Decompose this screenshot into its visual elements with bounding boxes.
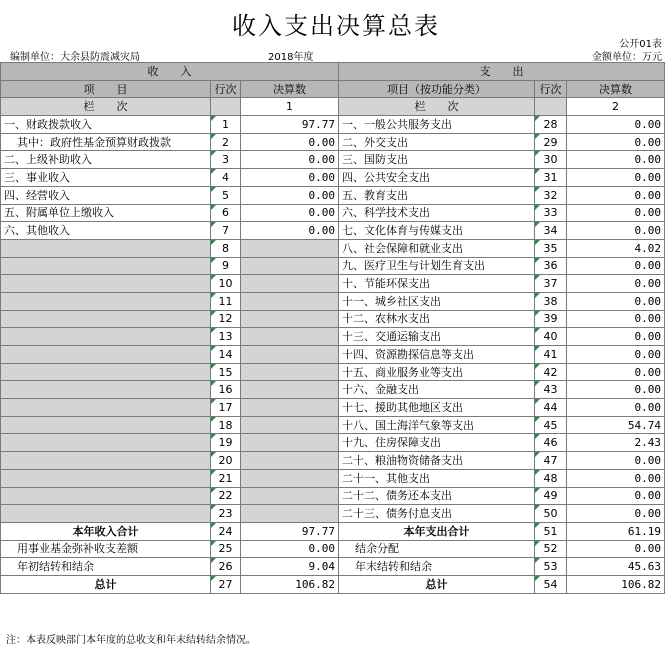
income-summary-amount: 97.77 [241,522,339,540]
table-row [1,292,665,310]
income-item [1,487,211,505]
income-amount: 0.00 [241,222,339,240]
income-amount [241,434,339,452]
expense-item: 十五、商业服务业等支出 [339,363,535,381]
expense-line-number: 46 [535,434,567,452]
expense-line-number: 47 [535,452,567,470]
expense-amount: 54.74 [567,416,665,434]
table-row [1,186,665,204]
income-line-number: 12 [211,310,241,328]
income-line-number: 10 [211,275,241,293]
expense-amount: 0.00 [567,328,665,346]
expense-item: 五、教育支出 [339,186,535,204]
section-header-row [1,63,665,81]
income-amount: 0.00 [241,204,339,222]
table-row [1,505,665,523]
income-amount [241,505,339,523]
income-summary-line-number: 26 [211,558,241,576]
expense-summary-line-number: 53 [535,558,567,576]
income-line-number: 7 [211,222,241,240]
expense-item: 十二、农林水支出 [339,310,535,328]
expense-amount: 2.43 [567,434,665,452]
form-code: 公开01表 [619,39,662,50]
income-item [1,363,211,381]
expense-amount: 0.00 [567,310,665,328]
expense-summary-item: 总计 [339,575,535,593]
income-item [1,469,211,487]
expense-line-number: 34 [535,222,567,240]
income-item [1,257,211,275]
expense-item: 十七、援助其他地区支出 [339,399,535,417]
footnote: 注：本表反映部门本年度的总收支和年末结转结余情况。 [6,635,256,646]
income-amount [241,363,339,381]
income-item [1,239,211,257]
table-row [1,257,665,275]
expense-item: 二十二、债务还本支出 [339,487,535,505]
income-amount-header: 决算数 [241,80,339,98]
income-summary-amount: 0.00 [241,540,339,558]
expense-item: 十八、国土海洋气象等支出 [339,416,535,434]
expense-amount: 0.00 [567,222,665,240]
expense-item: 一、一般公共服务支出 [339,116,535,134]
income-amount [241,328,339,346]
summary-row [1,540,665,558]
income-line-header: 行次 [211,80,241,98]
expense-item: 四、公共安全支出 [339,169,535,187]
expense-amount: 0.00 [567,346,665,364]
expense-amount: 4.02 [567,239,665,257]
expense-summary-item: 结余分配 [339,540,535,558]
income-summary-item: 总计 [1,575,211,593]
income-amount [241,452,339,470]
summary-row [1,575,665,593]
income-summary-item: 年初结转和结余 [1,558,211,576]
expense-amount: 0.00 [567,116,665,134]
expense-line-number: 29 [535,133,567,151]
expense-summary-line-number: 54 [535,575,567,593]
income-amount: 0.00 [241,151,339,169]
income-line-number: 17 [211,399,241,417]
expense-summary-amount: 45.63 [567,558,665,576]
expense-amount: 0.00 [567,204,665,222]
table-row [1,204,665,222]
table-row [1,328,665,346]
income-expense-table [0,62,665,594]
expense-amount: 0.00 [567,399,665,417]
income-line-number: 21 [211,469,241,487]
income-item [1,434,211,452]
expense-summary-line-number: 52 [535,540,567,558]
table-row [1,487,665,505]
expense-amount: 0.00 [567,381,665,399]
expense-amount: 0.00 [567,133,665,151]
income-amount: 0.00 [241,133,339,151]
income-amount [241,275,339,293]
income-amount [241,469,339,487]
income-line-number: 20 [211,452,241,470]
table-row [1,416,665,434]
income-line-number: 13 [211,328,241,346]
table-row [1,381,665,399]
expense-line-number: 28 [535,116,567,134]
year-label: 2018年度 [268,52,314,63]
income-item: 四、经营收入 [1,186,211,204]
expense-amount: 0.00 [567,452,665,470]
income-item: 二、上级补助收入 [1,151,211,169]
income-line-number: 19 [211,434,241,452]
expense-summary-line-number: 51 [535,522,567,540]
table-row [1,239,665,257]
income-amount: 0.00 [241,169,339,187]
income-summary-item: 用事业基金弥补收支差额 [1,540,211,558]
expense-item: 八、社会保障和就业支出 [339,239,535,257]
summary-row [1,558,665,576]
income-amount [241,346,339,364]
expense-line-number: 38 [535,292,567,310]
income-amount [241,487,339,505]
income-line-number: 16 [211,381,241,399]
column-header-row [1,80,665,98]
expense-line-number: 45 [535,416,567,434]
column-index-row [1,98,665,116]
expense-line-number: 35 [535,239,567,257]
expense-item: 十六、金融支出 [339,381,535,399]
expense-item: 十九、住房保障支出 [339,434,535,452]
income-line-number: 9 [211,257,241,275]
expense-item: 二十、粮油物资储备支出 [339,452,535,470]
income-summary-amount: 9.04 [241,558,339,576]
income-item [1,328,211,346]
income-item [1,505,211,523]
income-line-number: 14 [211,346,241,364]
income-item [1,310,211,328]
income-item [1,292,211,310]
expense-column-label: 栏 次 [339,98,535,116]
income-section-header: 收 入 [1,63,339,81]
expense-summary-item: 本年支出合计 [339,522,535,540]
income-column-label: 栏 次 [1,98,211,116]
expense-amount: 0.00 [567,257,665,275]
income-item [1,346,211,364]
income-line-number: 5 [211,186,241,204]
unit-label: 金额单位：万元 [592,52,662,63]
report-title: 收入支出决算总表 [232,12,440,40]
income-item: 一、财政拨款收入 [1,116,211,134]
table-row [1,346,665,364]
income-item: 五、附属单位上缴收入 [1,204,211,222]
income-item-header: 项 目 [1,80,211,98]
income-line-number: 15 [211,363,241,381]
table-row [1,133,665,151]
income-line-number: 3 [211,151,241,169]
expense-amount: 0.00 [567,505,665,523]
income-column-number: 1 [241,98,339,116]
expense-amount: 0.00 [567,151,665,169]
expense-line-number: 40 [535,328,567,346]
expense-line-number: 43 [535,381,567,399]
expense-line-number: 49 [535,487,567,505]
expense-summary-amount: 0.00 [567,540,665,558]
table-row [1,310,665,328]
expense-summary-amount: 61.19 [567,522,665,540]
income-item [1,452,211,470]
expense-amount: 0.00 [567,363,665,381]
income-item [1,416,211,434]
expense-line-number: 33 [535,204,567,222]
org-label: 编制单位：大余县防震减灾局 [10,52,140,63]
expense-item: 二、外交支出 [339,133,535,151]
expense-line-number: 48 [535,469,567,487]
expense-section-header: 支 出 [339,63,665,81]
table-row [1,434,665,452]
income-line-number: 6 [211,204,241,222]
expense-item: 十四、资源勘探信息等支出 [339,346,535,364]
expense-column-blank [535,98,567,116]
expense-amount: 0.00 [567,186,665,204]
expense-item: 九、医疗卫生与计划生育支出 [339,257,535,275]
expense-item: 三、国防支出 [339,151,535,169]
expense-amount: 0.00 [567,292,665,310]
income-line-number: 22 [211,487,241,505]
expense-line-number: 41 [535,346,567,364]
income-amount [241,292,339,310]
income-amount [241,399,339,417]
income-line-number: 4 [211,169,241,187]
table-row [1,169,665,187]
income-line-number: 11 [211,292,241,310]
table-row [1,452,665,470]
expense-line-number: 32 [535,186,567,204]
table-row [1,275,665,293]
income-line-number: 23 [211,505,241,523]
income-amount [241,310,339,328]
expense-item: 十、节能环保支出 [339,275,535,293]
table-row [1,151,665,169]
table-row [1,363,665,381]
expense-summary-amount: 106.82 [567,575,665,593]
income-item [1,381,211,399]
income-summary-item: 本年收入合计 [1,522,211,540]
expense-column-number: 2 [567,98,665,116]
income-amount [241,381,339,399]
expense-item: 十一、城乡社区支出 [339,292,535,310]
income-amount [241,239,339,257]
income-amount: 0.00 [241,186,339,204]
expense-line-number: 42 [535,363,567,381]
income-amount [241,416,339,434]
expense-line-number: 30 [535,151,567,169]
income-item [1,275,211,293]
expense-amount: 0.00 [567,469,665,487]
expense-amount: 0.00 [567,169,665,187]
income-item: 六、其他收入 [1,222,211,240]
table-row [1,469,665,487]
income-line-number: 8 [211,239,241,257]
expense-line-number: 36 [535,257,567,275]
income-summary-line-number: 25 [211,540,241,558]
income-summary-line-number: 27 [211,575,241,593]
income-line-number: 1 [211,116,241,134]
expense-line-header: 行次 [535,80,567,98]
income-item [1,399,211,417]
expense-amount-header: 决算数 [567,80,665,98]
income-summary-amount: 106.82 [241,575,339,593]
expense-line-number: 44 [535,399,567,417]
expense-item: 六、科学技术支出 [339,204,535,222]
table-row [1,399,665,417]
expense-amount: 0.00 [567,275,665,293]
table-row [1,116,665,134]
income-amount [241,257,339,275]
summary-row [1,522,665,540]
table-body [1,63,665,594]
expense-summary-item: 年末结转和结余 [339,558,535,576]
expense-item-header: 项目（按功能分类） [339,80,535,98]
expense-item: 七、文化体育与传媒支出 [339,222,535,240]
income-summary-line-number: 24 [211,522,241,540]
income-item: 其中：政府性基金预算财政拨款 [1,133,211,151]
income-column-blank [211,98,241,116]
income-item: 三、事业收入 [1,169,211,187]
expense-line-number: 39 [535,310,567,328]
income-line-number: 18 [211,416,241,434]
expense-item: 十三、交通运输支出 [339,328,535,346]
expense-item: 二十一、其他支出 [339,469,535,487]
expense-line-number: 50 [535,505,567,523]
expense-item: 二十三、债务付息支出 [339,505,535,523]
table-row [1,222,665,240]
expense-line-number: 31 [535,169,567,187]
income-amount: 97.77 [241,116,339,134]
income-line-number: 2 [211,133,241,151]
expense-line-number: 37 [535,275,567,293]
expense-amount: 0.00 [567,487,665,505]
